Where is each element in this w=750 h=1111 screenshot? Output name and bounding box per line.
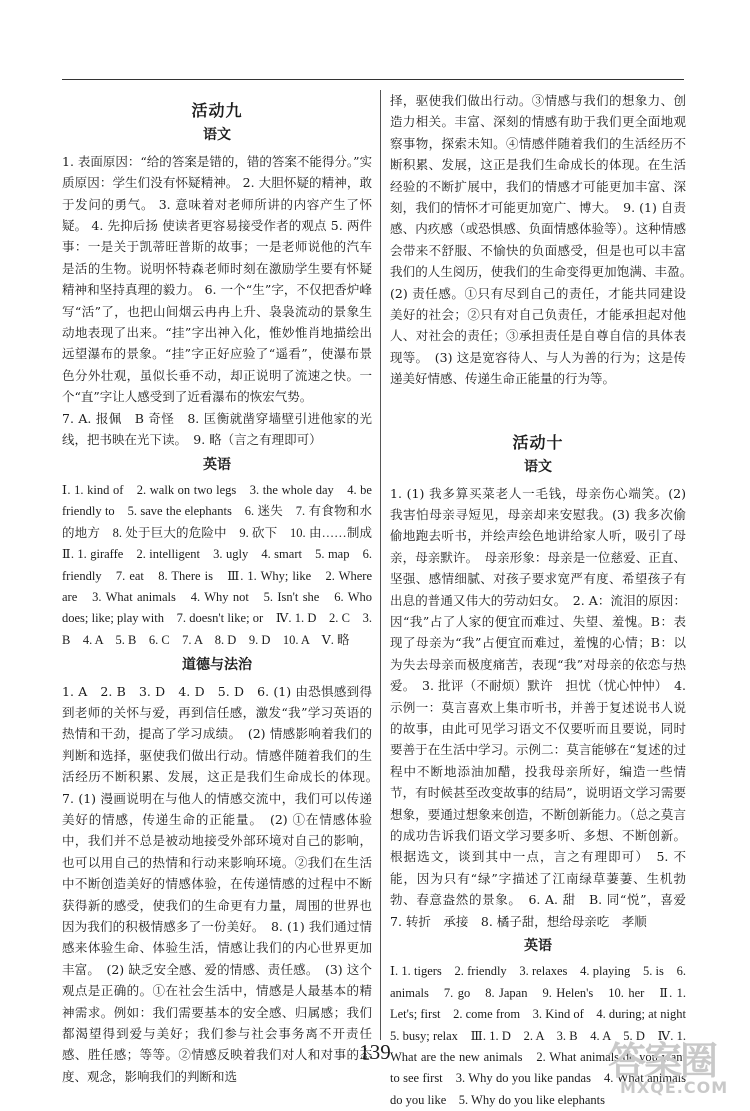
top-rule xyxy=(62,79,684,80)
watermark-logo xyxy=(600,1030,740,1100)
chinese-answers: 1. 表面原因：“给的答案是错的，错的答案不能得分。”实质原因：学生们没有怀疑精神。 2. 大胆怀疑的精神，敢于发问的勇气。 3. 意味着对老师所讲的内容产生了怀疑。 4. 先抑后扬 使读者更容易接受作者的观点 5. 两件事：一是关于凯蒂旺普斯的故事；一是老师说他的汽车是活的生物。说明怀特森老师时刻在激励学生要有怀疑精神和坚持真理的毅力。 6. 一个“生”字，不仅把香炉峰写“活”了，也把山间烟云冉冉上升、袅袅流动的景象生动地表现了出来。“挂”字出神入化，惟妙惟肖地描绘出远望瀑布的景象。“挂”字正好应验了“遥看”，使瀑布景色分外壮观，虽似长垂不动，却正说明了流速之快。一个“直”字让人感受到了近看瀑布的恢宏气势。 xyxy=(62,153,372,405)
column-divider xyxy=(380,90,381,1040)
english-answers-2: Ⅰ. 1. tigers 2. friendly 3. relaxes 4. playing 5. is 6. animals 7. go 8. Japan 9. Helen's 10. her Ⅱ. 1. Let's; first 2. come from 3. Kind of 4. during; at night 5. busy; relax Ⅲ. 1. D 2. A 3. B 4. A 5. D Ⅳ. 1. What are the new animals 2. What animals do you want to see first 3. Why do you like pandas 4. What animals do you like 5. Why do you like elephants xyxy=(390,964,699,1107)
chinese-answers-cont: 7. A. 报佩 B 奇怪 8. 匡衡就凿穿墙壁引进他家的光线，把书映在光下读。 9. 略（言之有理即可） xyxy=(62,410,372,448)
chinese-answers-2: 1. (1) 我多算买菜老人一毛钱，母亲伤心端笑。(2) 我害怕母亲寻短见，母亲却来安慰我。(3) 我多次偷偷地跑去听书，并绘声绘色地讲给家人听，吸引了母亲，母亲默许。 母亲形象：母亲是一位慈爱、正直、坚强、感情细腻、对孩子要求宽严有度、希望孩子有出息的普通又伟大的劳动妇女。 2. A：流泪的原因：因“我”占了人家的便宜而难过、失望、羞愧。B：表现了母亲为“我”占便宜而难过，羞愧的心情；B：以为失去母亲而极度痛苦，表现“我”对母亲的依恋与热爱。 3. 批评（不耐烦）默许 担忧（忧心忡忡） 4. 示例一：莫言喜欢上集市听书，并善于复述说书人说的故事，由此可见学习语文不仅要听而且要说，同时要善于在生活中学习。示例二：莫言能够在“复述的过程中不断地添油加醋，投我母亲所好，编造一些情节，有时候甚至改变故事的结局”，说明语文学习需要想象，要通过想象来创造，不断创新能力。（总之莫言的成功告诉我们语文学习要多听、多想、不断创新。根据选文，谈到其中一点，言之有理即可） 5. 不能，因为只有“绿”字描述了江南绿草萋萋、生机勃勃、春意盎然的景象。 6. A. 甜 B. 同“悦”，喜爱 7. 转折 承接 8. 橘子甜，想给母亲吃 孝顺 xyxy=(390,485,699,929)
right-column xyxy=(390,90,699,1111)
watermark-url: MXQE.COM xyxy=(620,1078,729,1097)
morality-heading: 道德与法治 xyxy=(182,657,252,674)
watermark-text: 答案圈 xyxy=(608,1039,717,1083)
activity-9-title: 活动九 xyxy=(191,101,243,120)
page-number: 139 xyxy=(359,1040,391,1064)
english-heading: 英语 xyxy=(203,456,231,473)
english-heading-2: 英语 xyxy=(524,938,552,955)
chinese-heading: 语文 xyxy=(203,127,231,144)
chinese-heading-2: 语文 xyxy=(524,459,552,476)
activity-10-title: 活动十 xyxy=(512,432,564,452)
morality-answers-cont: 择，驱使我们做出行动。③情感与我们的想象力、创造力相关。丰富、深刻的情感有助于我们更全面地观察事物，探索未知。④情感伴随着我们的生活经历不断积累、发展，这正是我们生命成长的体现。在生活经验的不断扩展中，我们的情感才可能更加丰富、深刻，我们的情怀才可能更加宽广、博大。 9. (1) 自责感、内疚感（或恐惧感、负面情感体验等）。这种情感会带来不舒服、不愉快的负面感受，但是也可以丰富我们的人生阅历，使我们的生命变得更加饱满、丰盈。 (2) 责任感。①只有尽到自己的责任，才能共同建设美好的社会；②只有对自己负责任，才能承担起对他人、对社会的责任；③承担责任是自尊自信的具体表现等。 (3) 这是宽容待人、与人为善的行为；这是传递美好情感、传递生命正能量的行为等。 xyxy=(390,93,699,387)
english-answers: Ⅰ. 1. kind of 2. walk on two legs 3. the whole day 4. be friendly to 5. save the elephants 6. 迷失 7. 有食物和水的地方 8. 处于巨大的危险中 9. 砍下 10. 由……制成 Ⅱ. 1. giraffe 2. intelligent 3. ugly 4. smart 5. map 6. friendly 7. eat 8. There is Ⅲ. 1. Why; like 2. Where are 3. What animals 4. Why not 5. Isn't she 6. Who does; like; play with 7. doesn't like; or Ⅳ. 1. D 2. C 3. B 4. A 5. B 6. C 7. A 8. D 9. D 10. A Ⅴ. 略 xyxy=(62,482,385,647)
morality-answers: 1. A 2. B 3. D 4. D 5. D 6. (1) 由恐惧感到得到老师的关怀与爱，再到信任感，激发“我”学习英语的热情和干劲，提高了学习成绩。 (2) 情感影响着我们的判断和选择，驱使我们做出行动。情感伴随着我们的生活经历不断积累、发展，这正是我们生命成长的体现。 7. (1) 漫画说明在与他人的情感交流中，我们可以传递美好的情感，传递生命的正能量。 (2) ①在情感体验中，我们并不总是被动地接受外部环境对自己的影响，也可以用自己的热情和行动来影响环境。②我们在生活中不断创造美好的情感体验，在传递情感的过程中不断获得新的感受，使我们的生命更有力量，周围的世界也因为我们的积极情感多了一份美好。 8. (1) 我们通过情感来体验生命、体验生活，情感让我们的内心世界更加丰富。 (2) 缺乏安全感、爱的情感、责任感。 (3) 这个观点是正确的。①在社会生活中，情感是人最基本的精神需求。例如：我们需要基本的安全感、归属感；我们都渴望得到爱与美好；我们参与社会事务离不开责任感、胜任感；等等。②情感反映着我们对人和对事的态度、观念，影响我们的判断和选 xyxy=(62,683,385,1084)
